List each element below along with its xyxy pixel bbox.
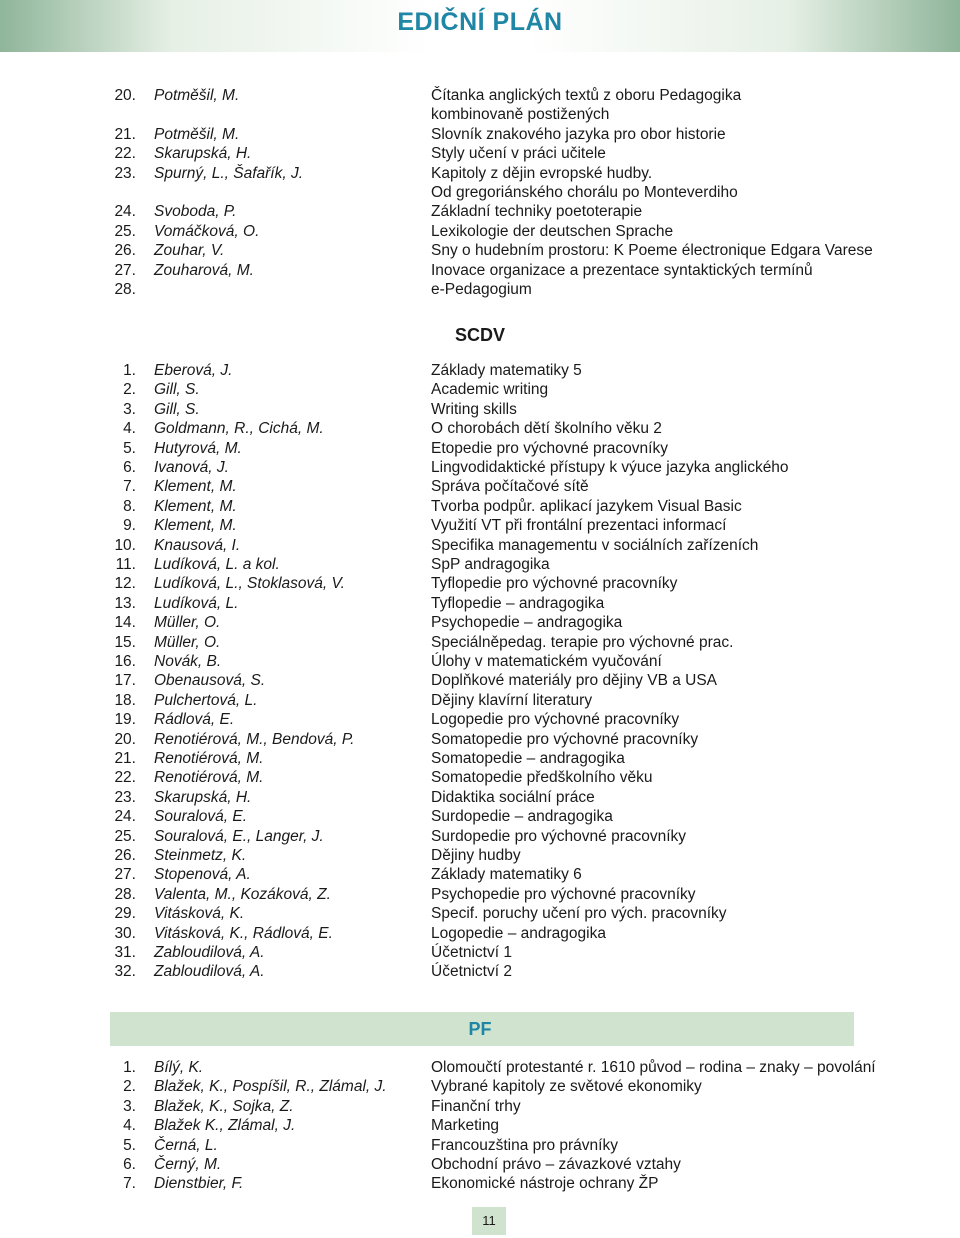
item-author: Steinmetz, K. — [154, 847, 247, 864]
item-number: 29. — [114, 905, 136, 923]
item-number: 28. — [114, 281, 136, 298]
item-number: 26. — [114, 242, 136, 260]
list-item — [0, 458, 960, 477]
item-title: Speciálněpedag. terapie pro výchovné prac. — [431, 633, 734, 651]
item-title: Marketing — [431, 1117, 500, 1135]
item-title: Academic writing — [431, 381, 549, 399]
item-title: Správa počítačové sítě — [431, 478, 589, 496]
item-author: Svoboda, P. — [154, 203, 237, 221]
item-number: 12. — [114, 575, 136, 593]
list-item — [0, 261, 960, 280]
item-number: 2. — [123, 381, 136, 399]
item-author: Goldmann, R., Cichá, M. — [154, 420, 324, 438]
item-number: 15. — [114, 633, 136, 651]
list-item — [0, 536, 960, 555]
list-item — [0, 1077, 960, 1096]
list-item — [0, 671, 960, 690]
list-item — [0, 183, 960, 202]
list-item — [0, 788, 960, 807]
item-number: 1. — [123, 1059, 136, 1076]
list-item — [0, 730, 960, 749]
item-title: Sny o hudebním prostoru: K Poeme électronique Edgara Varese — [431, 242, 873, 260]
item-author: Pulchertová, L. — [154, 691, 258, 709]
item-title: Slovník znakového jazyka pro obor historie — [431, 125, 726, 143]
item-number: 17. — [114, 672, 136, 690]
item-number: 6. — [123, 1156, 136, 1173]
list-item — [0, 1097, 960, 1116]
item-title: Využití VT při frontální prezentaci informací — [431, 517, 727, 535]
item-author: Ludíková, L. a kol. — [154, 556, 280, 573]
list-item — [0, 768, 960, 787]
item-number: 1. — [123, 362, 136, 379]
item-author: Müller, O. — [154, 614, 221, 632]
list-item — [0, 439, 960, 458]
item-number: 24. — [114, 808, 136, 826]
item-author: Souralová, E., Langer, J. — [154, 827, 324, 845]
item-title: Etopedie pro výchovné pracovníky — [431, 439, 668, 457]
list-item — [0, 943, 960, 962]
item-number: 9. — [123, 517, 136, 535]
item-author: Gill, S. — [154, 381, 200, 399]
list-item — [0, 105, 960, 124]
item-author: Blažek K., Zlámal, J. — [154, 1117, 296, 1135]
list-item — [0, 419, 960, 438]
item-author: Knausová, I. — [154, 536, 241, 554]
item-number: 22. — [114, 145, 136, 163]
item-author: Blažek, K., Sojka, Z. — [154, 1097, 294, 1115]
item-title: Finanční trhy — [431, 1097, 521, 1115]
item-title: kombinovaně postižených — [431, 106, 610, 124]
item-title: Lingvodidaktické přístupy k výuce jazyka anglického — [431, 459, 789, 476]
item-number: 26. — [114, 847, 136, 864]
item-number: 10. — [114, 536, 136, 554]
item-number: 2. — [123, 1078, 136, 1096]
item-title: O chorobách dětí školního věku 2 — [431, 420, 662, 438]
item-title: Základy matematiky 5 — [431, 362, 582, 379]
page-number: 11 — [472, 1207, 506, 1235]
item-author: Rádlová, E. — [154, 711, 235, 729]
list-item — [0, 652, 960, 671]
item-number: 27. — [114, 866, 136, 884]
item-author: Novák, B. — [154, 653, 222, 670]
list-item — [0, 497, 960, 516]
item-title: Základní techniky poetoterapie — [431, 203, 643, 221]
item-title: Doplňkové materiály pro dějiny VB a USA — [431, 672, 718, 690]
item-number: 25. — [114, 222, 136, 240]
item-title: Dějiny hudby — [431, 847, 521, 864]
list-item — [0, 1116, 960, 1135]
list-item — [0, 904, 960, 923]
item-author: Renotiérová, M. — [154, 769, 264, 787]
item-author: Souralová, E. — [154, 808, 248, 826]
item-number: 31. — [114, 944, 136, 961]
list-item — [0, 1155, 960, 1174]
item-number: 3. — [123, 400, 136, 418]
item-author: Potměšil, M. — [154, 87, 240, 104]
item-title: Kapitoly z dějin evropské hudby. — [431, 164, 653, 182]
list-item — [0, 1058, 960, 1077]
item-author: Bílý, K. — [154, 1059, 204, 1076]
list-item — [0, 241, 960, 260]
item-author: Spurný, L., Šafařík, J. — [154, 164, 304, 182]
item-author: Zabloudilová, A. — [154, 944, 265, 961]
item-number: 18. — [114, 691, 136, 709]
item-author: Dienstbier, F. — [154, 1175, 244, 1193]
item-number: 7. — [123, 478, 136, 496]
item-title: Účetnictví 2 — [431, 963, 512, 981]
item-number: 11. — [115, 556, 136, 573]
list-item — [0, 846, 960, 865]
item-title: Psychopedie – andragogika — [431, 614, 623, 632]
item-number: 32. — [114, 963, 136, 981]
item-title: Ekonomické nástroje ochrany ŽP — [431, 1175, 659, 1193]
item-number: 20. — [114, 730, 136, 748]
item-number: 8. — [123, 497, 136, 515]
item-title: Tvorba podpůr. aplikací jazykem Visual Basic — [431, 497, 742, 515]
item-author: Ludíková, L. — [154, 594, 239, 612]
item-author: Gill, S. — [154, 400, 200, 418]
item-title: Psychopedie pro výchovné pracovníky — [431, 885, 696, 903]
item-title: Surdopedie pro výchovné pracovníky — [431, 827, 687, 845]
item-author: Vomáčková, O. — [154, 222, 260, 240]
list-item — [0, 710, 960, 729]
item-title: Specif. poruchy učení pro vých. pracovníky — [431, 905, 727, 923]
item-author: Vitásková, K., Rádlová, E. — [154, 924, 333, 942]
item-author: Blažek, K., Pospíšil, R., Zlámal, J. — [154, 1078, 387, 1096]
item-author: Hutyrová, M. — [154, 439, 242, 457]
item-author: Zouhar, V. — [154, 242, 225, 260]
list-item — [0, 594, 960, 613]
item-number: 16. — [114, 653, 136, 670]
item-author: Renotiérová, M., Bendová, P. — [154, 730, 355, 748]
item-number: 4. — [123, 420, 136, 438]
list-item — [0, 807, 960, 826]
item-number: 21. — [114, 125, 136, 143]
list-item — [0, 924, 960, 943]
list-item — [0, 865, 960, 884]
list-item — [0, 516, 960, 535]
list-item — [0, 555, 960, 574]
item-author: Černý, M. — [154, 1156, 222, 1173]
item-author: Zabloudilová, A. — [154, 963, 265, 981]
item-number: 4. — [123, 1117, 136, 1135]
item-number: 20. — [114, 87, 136, 104]
item-number: 5. — [123, 1136, 136, 1154]
item-title: Dějiny klavírní literatury — [431, 691, 593, 709]
item-title: Obchodní právo – závazkové vztahy — [431, 1156, 681, 1173]
list-item — [0, 633, 960, 652]
item-title: Čítanka anglických textů z oboru Pedagogika — [431, 87, 742, 104]
list-item — [0, 400, 960, 419]
item-title: Úlohy v matematickém vyučování — [431, 653, 662, 670]
item-title: Tyflopedie pro výchovné pracovníky — [431, 575, 678, 593]
item-author: Klement, M. — [154, 478, 237, 496]
item-author: Skarupská, H. — [154, 788, 252, 806]
list-item — [0, 613, 960, 632]
item-title: Didaktika sociální práce — [431, 788, 595, 806]
section-heading-pf: PF — [468, 1019, 492, 1039]
list-item — [0, 380, 960, 399]
item-title: Somatopedie – andragogika — [431, 750, 625, 767]
item-title: Inovace organizace a prezentace syntaktických termínů — [431, 261, 813, 279]
item-number: 5. — [123, 439, 136, 457]
item-number: 23. — [114, 164, 136, 182]
item-title: Francouzština pro právníky — [431, 1136, 618, 1154]
list-item — [0, 222, 960, 241]
list-item — [0, 691, 960, 710]
item-title: Olomoučtí protestanté r. 1610 původ – rodina – znaky – povolání — [431, 1059, 876, 1076]
item-title: e-Pedagogium — [431, 281, 532, 298]
item-title: Logopedie pro výchovné pracovníky — [431, 711, 680, 729]
item-author: Zouharová, M. — [154, 261, 254, 279]
item-number: 19. — [114, 711, 136, 729]
item-author: Valenta, M., Kozáková, Z. — [154, 885, 331, 903]
item-title: Styly učení v práci učitele — [431, 145, 606, 163]
page-title: EDIČNÍ PLÁN — [397, 8, 563, 36]
list-item — [0, 361, 960, 380]
item-number: 27. — [114, 261, 136, 279]
item-title: Základy matematiky 6 — [431, 866, 582, 884]
item-number: 3. — [123, 1097, 136, 1115]
list-item — [0, 144, 960, 163]
item-author: Ivanová, J. — [154, 459, 229, 476]
list-item — [0, 280, 960, 299]
item-title: Specifika managementu v sociálních zařízeních — [431, 536, 759, 554]
list-item — [0, 202, 960, 221]
item-author: Klement, M. — [154, 497, 237, 515]
section-heading-scdv: SCDV — [454, 325, 505, 345]
item-author: Ludíková, L., Stoklasová, V. — [154, 575, 345, 593]
item-author: Obenausová, S. — [154, 672, 266, 690]
item-title: Somatopedie pro výchovné pracovníky — [431, 730, 699, 748]
item-author: Vitásková, K. — [154, 905, 245, 923]
item-number: 6. — [123, 459, 136, 476]
item-title: Lexikologie der deutschen Sprache — [431, 222, 674, 240]
list-item — [0, 574, 960, 593]
item-title: Writing skills — [431, 400, 517, 418]
item-number: 13. — [114, 594, 136, 612]
list-item — [0, 164, 960, 183]
item-title: Vybrané kapitoly ze světové ekonomiky — [431, 1078, 702, 1096]
list-item — [0, 86, 960, 105]
list-item — [0, 962, 960, 981]
item-title: Somatopedie předškolního věku — [431, 769, 653, 787]
item-number: 25. — [114, 827, 136, 845]
item-number: 23. — [114, 788, 136, 806]
item-author: Klement, M. — [154, 517, 237, 535]
item-author: Stopenová, A. — [154, 866, 251, 884]
list-item — [0, 749, 960, 768]
list-item — [0, 885, 960, 904]
list-item — [0, 125, 960, 144]
item-number: 14. — [114, 614, 136, 632]
item-number: 21. — [114, 750, 136, 767]
item-author: Renotiérová, M. — [154, 750, 264, 767]
item-number: 7. — [123, 1175, 136, 1193]
list-item — [0, 1174, 960, 1193]
item-title: Surdopedie – andragogika — [431, 808, 613, 826]
item-number: 22. — [114, 769, 136, 787]
list-item — [0, 1136, 960, 1155]
item-title: Účetnictví 1 — [431, 944, 512, 961]
item-number: 24. — [114, 203, 136, 221]
list-item — [0, 827, 960, 846]
item-title: Tyflopedie – andragogika — [431, 594, 605, 612]
item-author: Eberová, J. — [154, 362, 233, 379]
item-number: 28. — [114, 885, 136, 903]
item-title: SpP andragogika — [431, 556, 550, 573]
item-author: Müller, O. — [154, 633, 221, 651]
item-number: 30. — [114, 924, 136, 942]
item-author: Černá, L. — [154, 1136, 218, 1154]
list-item — [0, 477, 960, 496]
item-author: Potměšil, M. — [154, 125, 240, 143]
item-title: Od gregoriánského chorálu po Monteverdiho — [431, 184, 738, 201]
item-title: Logopedie – andragogika — [431, 924, 606, 942]
item-author: Skarupská, H. — [154, 145, 252, 163]
